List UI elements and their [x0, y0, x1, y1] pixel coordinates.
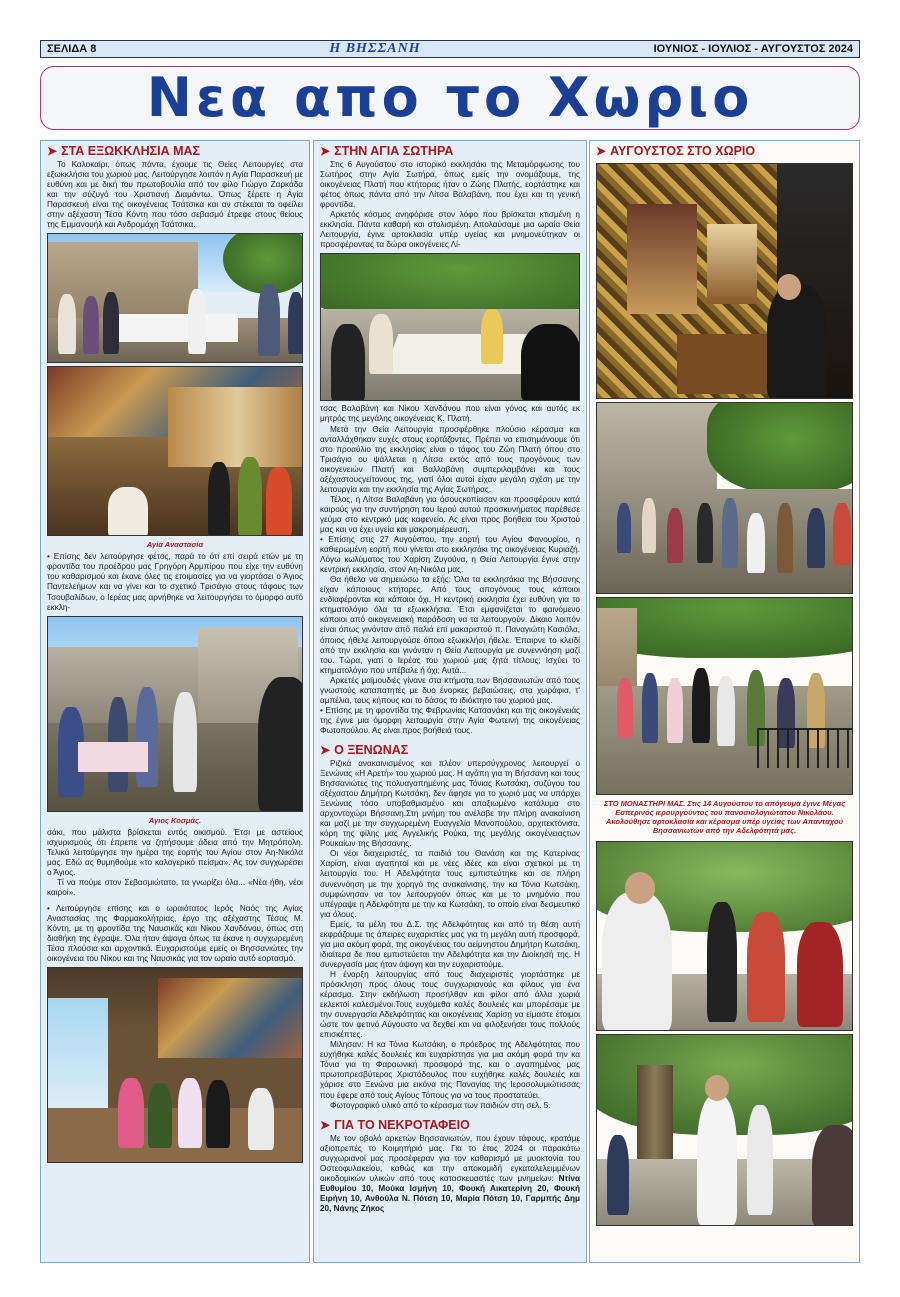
- banner-title: Νεα απο το Χωριο: [146, 66, 754, 129]
- photo-monastery-crowd: [596, 597, 853, 795]
- issue-date: ΙΟΥΝΙΟΣ - ΙΟΥΛΙΟΣ - ΑΥΓΟΥΣΤΟΣ 2024: [653, 43, 853, 55]
- photo-monastery-vespers: [596, 163, 853, 399]
- article-text: Ριζικά ανακαινισμένος και πλέον υπερσύγχρονος λειτουργεί ο Ξενώνας «Η Αρετή» του χωριού μας. Η αγάπη για τη Βήσσανη και τους Βησσανιώτες της πολυαγαπημένης μας Τόνιας Κωτσάκη, συζύγου του αξέχαστου Δημήτρη Κωτσάκη, δεν άφησε για το χωριό μας να υπάρχει Ξενώνας τόσο υποβαθμισμένο και απαξιωμένο κατάλυμα στο αρχοντοχώρι Βήσσανη.Στη μνήμη του ανέλαβε την πλήρη ανακαίνιση και μαζί με την συγχωρεμένη Ευαγγελία Μανοπούλου, αρχιτεκτόνισα, κόρη της φίλης μας Αγγελικής Ρούκα, της μεγάλης οικογένειαςτων Ρουκαίων της Βήσσανης. Οι νέοι διαχειριστές, τα παιδιά του Θανάση και της Κατερίνας Χαρίση, είναι αγαπητοί και με νέες ιδέες και είναι σχετικοί με τη λειτουργία του. Η Αδελφότητα τους εμπιστεύτηκε και σε πλήρη συνεννόηση με την χορηγό της ανακαίνισης, την κα Τόνια Κωτσάκη, συμφώνησαν να τον λειτουργούν όπως και με το μνημόνιο που υπέγραψε η Αδελφότητα με την κα Κωτσάκη, το οποίο είναι δεσμευτικό για όλους. Εμείς, τα μέλη του Δ.Σ. της Αδελφότητας και από τη θέση αυτή εκφράζουμε τις άπειρες ευχαριστίες μας για τη μεγάλη αυτή προσφορά, για μια ακόμη φορά, της οικογένειας του αείμνηστου Δημήτρη Κωτσάκη, ιδιαίτερα δε που εμπιστεύεται την Αδελφότητα και την Διοίκησή της. Η συνεργασία μας ήταν άψογη και την ευχαριστούμε. Η έναρξη λειτουργίας από τους διαχειριστές γιορτάστηκε με πρόσκληση προς όλους τους συγχωριανούς και φίλους για ένα κέρασμα. Στην εκδήλωση προσήλθαν και φίλοι από άλλα χωριά εκλεκτοί καλεσμένοι.Τους ευχόμεθα καλές δουλειές και μπορέσαμε με την συνεργασία Αδελφότητας και οικογένειας Χαρίση να είμαστε έτοιμοι ώστε τον φετινό Αύγουστο να δεχθεί και να φιλοξενήσει τους πολλούς επισκέπτες. Μιλησαν: Η κα Τόνια Κωτσάκη, ο πρόεδρος της Αδελφότητας που ευχήθηκε καλές δουλειές και ευχαρίστησε για μια ακόμη φορά την κα Τόνια για τη Φαραωνική προσφορά της, και ο αγαπημένος μας πρωτοπρεσβύτερος Χριστόδουλος που ευχήθηκε καλές δουλειές και χάρισε στο Ξενώνα μια εικόνα της Παναγίας της Ιεροσολυμιώτισσας που έφερε από τους Αγίους Τόπους για να τους προστατεύει. Φωτογραφικό υλικό από το κέρασμα των παιδιών στη σελ. 5.: [320, 758, 580, 1110]
- article-text: σάκι, που μάλιστα βρίσκεται εντός οικισμού. Έτσι με αστείους ισχυρισμούς ότι έπρεπε να ζητήσουμε άδεια από την Μητρόπολη. Τελικά λειτούργησε την ημέρα της εορτής του Αγίου στον Αη-Νικόλα μας. Εδώ ας θυμηθούμε «το καλογερικό πείσμα». Ας τον συγχωρέσει ο Άγιος. Τί να πούμε στον Σεβασμιώτατο, τα γνωρίζει όλα... «Νέα ήθη, νέοι καιροί». • Λειτούργησε επίσης και ο ωραιότατος Ιερός Ναός της Αγίας Αναστασίας της Φαρμακολήτριας, έργο της αξέχαστης Τέσας Μ. Κόντη, με τη φροντίδα της Ναυσικάς και Νίκου Χανδάνου, όπως στη διαθήκη της έγραψε. Όλα ήταν άψογα όπως τα έκανε η συγχωρεμένη Τέσα πλούσια και αρχοντικά. Ευχαριστούμε εμείς οι Βησσανιώτες την οικογένεια του Νίκου και της Ναυσικάς για τον ωραίο αυτό εορτασμό.: [47, 827, 303, 964]
- arrow-icon: ➤: [320, 1117, 331, 1132]
- photo-caption: Άγιος Κοσμάς.: [148, 815, 202, 825]
- page-number: ΣΕΛΙΔΑ 8: [47, 43, 97, 55]
- arrow-icon: ➤: [596, 144, 607, 158]
- arrow-icon: ➤: [320, 144, 331, 158]
- photo-agia-anastasia-interior: [47, 366, 303, 536]
- section-banner: [40, 66, 860, 130]
- section-title-cemetery: ➤ ΓΙΑ ΤΟ ΝΕΚΡΟΤΑΦΕΙΟ: [320, 1117, 470, 1132]
- page-header-bar: [40, 40, 860, 58]
- arrow-icon: ➤: [47, 144, 58, 158]
- photo-dancing-2: [596, 1034, 853, 1226]
- section-title-xenonas: ➤ Ο ΞΕΝΩΝΑΣ: [320, 742, 409, 757]
- section-title-agia-sotira: ➤ ΣΤΗΝ ΑΓΙΑ ΣΩΤΗΡΑ: [320, 144, 454, 158]
- photo-agios-kosmas: [47, 616, 303, 812]
- article-text: τσας Βαλαβάνη και Νίκου Χανδάνου που είναι γόνος και αυτός εκ μητρός της μεγάλης οικογένειας Κ. Πλατή. Μετά την Θεία Λειτουργία προσφέρθηκε πλούσιο κέρασμα και ανταλλάχθηκαν ευχές στους εορτάζοντες. Πρέπει να επισημάνουμε ότι στο προαύλιο της εκκλησίας είναι ο τάφος του Ζώη Πλατή όπου στο Τρισάγιο ου ψάλλεται η Λίτσα εκτός από τους προγόνους των οικογενειών Πλατή και Βαλλαβάνη συμπεριλαμβάνει και τους αξέχαστουςγείτονους της, γιατί όλοι αυτοί είχαν μεγάλη σχέση με την λειτουργία και την εκκλησία της Αγίας Σωτήρας. Τέλος, η Λίτσα Βαλαβάνη για όσουςκοπίασαν και προσφέρουν κατά καιρούς για την συντήρηση του Ιερού αυτού προσκυνήματος παρέθεσε γεύμα στο κεντρικό μας καφενείο. Ας είναι προς βοήθεια του Χριστού μας και να έχει υγεία και μακροημέρευση. • Επίσης στις 27 Αυγούστου, την εορτή του Αγίου Φανουρίου, η καθιερωμένη εορτή που γίνεται στο εκκλησάκι της οικογένειας Κυριαζή. Λόγω κωλύματος του Χαρίση Ζυγούνα, η Θεία Λειτουργία έγινε στην κεντρική εκκλησία, στον Αη-Νικόλα μας. Θα ήθελα να σημειώσω τα εξής: Όλα τα εκκλησάκια της Βήσσανης είχαν κάποιους κτήτορες. Από τους απογόνους τους κάποιοι ενδιαφέρονται και κάποιοι όχι. Η κεντρική εκκλησία έχει ευθύνη για το κτηματολόγιο όλα τα εξωκκλήσια. Έτσι εμφανίζεται το φαινόμενο κάποιοι από οικογενειακή παράδοση να τα λειτουργούν. Δίκαιο λοιπόν είναι όπως γινόνταν από παλιά επί μακαριστού π. Παναγιώτη Κασιόλα, όποιος ήθελε λειτουργούσε όποιο εξωκκλήσι ήθελε. Έπαιρνε το κλειδί από την εκκλησία και γινόνταν η Θεία Λειτουργία με συνεννόηση μαζί του. Τώρα, γιατί ο Ιερέας του χωριού μας ζητά τίτλους; Ισχύει το κτηματολόγιο που υπέβαλε ή όχι; Αυτά... Αρκετές μαϊμουδιές γίνανε στα κτήματα των Βησσανιωτών από τους γνωστούς καταπατητές με δυο ένορκες βεβαιώσεις, στα χωράφια, τ' αμπέλια, τους κήπους και το δάσος το ιδιόκτητο του χωριού μας. • Επίσης με τη φροντίδα της Φεβρωνίας Κατσανάκη και της οικογένειάς της έγινε μια όμορφη λειτουργία στην Αγία Φωτεινή της οικογένειας Φωτοπούλου. Ας είναι προς βοήθειά τους.: [320, 404, 580, 735]
- photo-agia-anastasia-gathering: [47, 967, 303, 1163]
- article-text: • Επίσης δεν λειτούργησε φέτος, παρά το ότι επί σειρά ετών με τη φροντίδα του προέδρου μας Γρηγόρη Αρμπίρου που είχε την ευθύνη του καθαρισμού και έκανε όλες τις ετοιμασίες για να γιορτάσει ο Άγιος Παντελεήμων και να γίνει και το σχετικό Τρισάγιο στους τάφους των Τσουβαλίδων, ο Ιερέας μας αρνήθηκε να λειτουργήσει το όμορφο αυτό εκκλη-: [47, 552, 303, 612]
- photo-agia-sotira-meal: [320, 253, 580, 401]
- article-text: Στις 6 Αυγούστου στο ιστορικό εκκλησάκι της Μεταμόρφωσης του Σωτήρος στην Αγία Σωτήρα, όπως εμείς την ονομάζουμε, της οικογένειας Πλατή που κτήτορας ήταν ο Ζώης Πλατής, εορτάστηκε και φέτος όπως πάντα από την Λίτσα Βαλαβάνη, που έχει και τη γενική φροντίδα. Αρκετός κόσμος ανηφόρισε στον λόφο που βρίσκεται κτισμένη η εκκλησία. Πάντα καθαρή και στολισμένη. Απολαύσαμε μια ωραία Θεία Λειτουργία, έγινε αρτοκλασία υπέρ υγείας και μνημονεύτηκαν οι προσφέροντας τα δώρα οικογένειες Λί-: [320, 160, 580, 250]
- newspaper-name: Η ΒΗΣΣΑΝΗ: [329, 41, 421, 56]
- photo-caption: ΣΤΟ ΜΟΝΑΣΤΗΡΙ ΜΑΣ. Στις 14 Αυγούστου το απόγευμα έγινε Μέγας Εσπερινός ιερουργούντος του πανοσιολογιώτατου Νικολάου. Ακολούθησε αρτοκλασία και κέρασμα υπέρ υγείας των Απανταχού Βησσανιωτών από την Αδελφότητά μας.: [603, 799, 846, 835]
- article-text: Με τον οβολό αρκετών Βησσανιωτών, που έχουν τάφους, κρατάμε αξιοπρεπές το Κοιμητήριό μας. Για το έτος 2024 οι παρακάτω συγχωριανοί μας προσέφεραν για τον καθαρισμό με μυοκτονία του Οστεοφυλακείου, καθώς και την αποκομιδή εγκαταλελειμμένων οικοδομικών υλικών από τους κατασκευαστές των μνημείων: Ντίνα Ευθυμίου 10, Μούκα Ισμήνη 10, Φουκή Αικατερίνη 20, Φουκή Ειρήνη 10, Ανθούλα Ν. Πότση 10, Μαρία Πότση 10, Γαρμπής Δημ 20, Νάνης Ζήκος: [320, 1133, 580, 1213]
- arrow-icon: ➤: [320, 742, 331, 757]
- section-title-chapels: ➤ ΣΤΑ ΕΞΩΚΚΛΗΣΙΑ ΜΑΣ: [47, 144, 201, 158]
- photo-dancing-1: [596, 841, 853, 1031]
- article-text: Το Καλοκαίρι, όπως πάντα, έχουμε τις Θείες Λειτουργίες στα εξωκκλήσια του χωριού μας. Λειτούργησε λοιπόν η Αγία Παρασκευή με ευθύνη και με δική του πρωτοβουλία από τον φίλο Γιώργο Ζαρκάδα και την σύζυγό του Χριστιανή Διαμάντω. Όπως ξέρετε η Αγία Παρασκευή είναι της οικογένειας Τσάτσικα και αν στέκεται το οφείλει στην αξέχαστη Τέσα Κόντη που τόσο σεβασμό έτρεφε στους θείους της Εμμανουήλ και Ανδρομάχη Τσάτσικα.: [47, 160, 303, 230]
- photo-agia-paraskevi: [47, 233, 303, 363]
- column-august-photos: [589, 140, 860, 1263]
- column-chapels: [40, 140, 310, 1263]
- donor-list: Ντίνα Ευθυμίου 10, Μούκα Ισμήνη 10, Φουκή Αικατερίνη 20, Φουκή Ειρήνη 10, Ανθούλα Ν. Πότση 10, Μαρία Πότση 10, Γαρμπής Δημ 20, Νάνης Ζήκος: [320, 1173, 580, 1213]
- column-agia-sotira: [313, 140, 587, 1263]
- section-title-august: ➤ ΑΥΓΟΥΣΤΟΣ ΣΤΟ ΧΩΡΙΟ: [596, 144, 756, 158]
- photo-monastery-courtyard: [596, 402, 853, 594]
- photo-caption: Αγία Αναστασία: [146, 540, 204, 550]
